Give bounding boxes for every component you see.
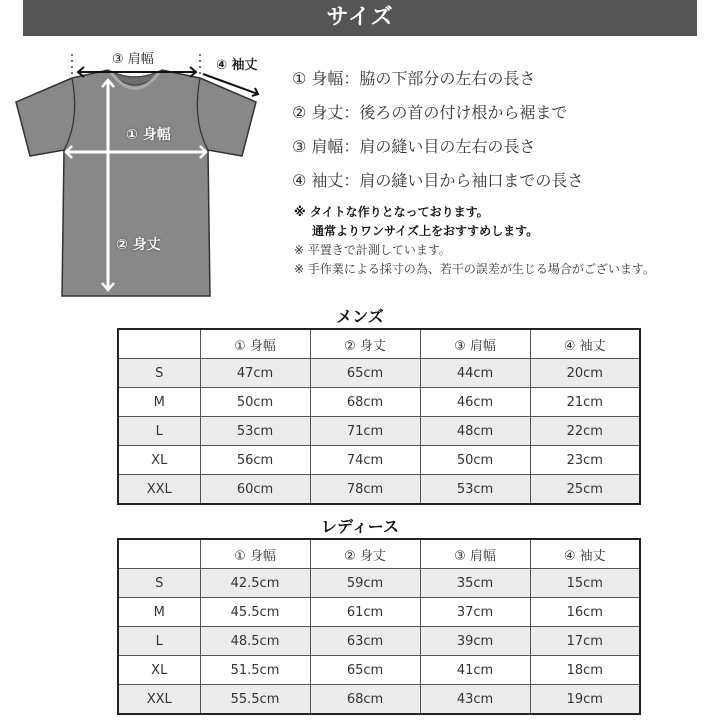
label-body-width: ① 身幅 (126, 127, 171, 143)
label-shoulder-width: ③ 肩幅 (112, 52, 154, 67)
value-cell: 44cm (420, 359, 530, 388)
size-cell: XXL (118, 685, 200, 715)
table-row (118, 475, 640, 505)
value-cell: 43cm (420, 685, 530, 715)
desc-sleeve-length: ④ 袖丈：肩の縫い目から袖口までの長さ (292, 171, 584, 190)
mens-size-table (117, 328, 641, 505)
size-cell: XXL (118, 475, 200, 505)
value-cell: 47cm (200, 359, 310, 388)
value-cell: 48.5cm (200, 627, 310, 656)
table-row (118, 569, 640, 598)
table-row (118, 598, 640, 627)
header-cell: ② 身丈 (310, 539, 420, 569)
table-row (118, 627, 640, 656)
value-cell: 17cm (530, 627, 640, 656)
value-cell: 68cm (310, 685, 420, 715)
value-cell: 37cm (420, 598, 530, 627)
desc-shoulder-width: ③ 肩幅：肩の縫い目の左右の長さ (292, 137, 536, 156)
value-cell: 53cm (200, 417, 310, 446)
value-cell: 25cm (530, 475, 640, 505)
desc-body-length: ② 身丈：後ろの首の付け根から裾まで (292, 103, 568, 122)
tshirt-diagram (0, 40, 280, 300)
value-cell: 16cm (530, 598, 640, 627)
value-cell: 56cm (200, 446, 310, 475)
header-cell: ④ 袖丈 (530, 329, 640, 359)
value-cell: 48cm (420, 417, 530, 446)
value-cell: 65cm (310, 359, 420, 388)
table-row (118, 388, 640, 417)
header-cell (118, 539, 200, 569)
value-cell: 42.5cm (200, 569, 310, 598)
desc-body-width: ① 身幅：脇の下部分の左右の長さ (292, 69, 536, 88)
header-cell: ② 身丈 (310, 329, 420, 359)
value-cell: 53cm (420, 475, 530, 505)
value-cell: 18cm (530, 656, 640, 685)
size-cell: L (118, 627, 200, 656)
value-cell: 50cm (200, 388, 310, 417)
value-cell: 41cm (420, 656, 530, 685)
value-cell: 22cm (530, 417, 640, 446)
table-row (118, 359, 640, 388)
tshirt-illustration (0, 40, 280, 300)
size-cell: XL (118, 446, 200, 475)
label-body-length: ② 身丈 (116, 237, 161, 253)
value-cell: 61cm (310, 598, 420, 627)
header-cell: ① 身幅 (200, 329, 310, 359)
header-cell: ④ 袖丈 (530, 539, 640, 569)
size-cell: XL (118, 656, 200, 685)
note-error-margin: ※ 手作業による採寸の為、若干の誤差が生じる場合がございます。 (294, 262, 655, 276)
value-cell: 63cm (310, 627, 420, 656)
note-size-up: 通常よりワンサイズ上をおすすめします。 (312, 224, 539, 238)
value-cell: 46cm (420, 388, 530, 417)
value-cell: 65cm (310, 656, 420, 685)
value-cell: 78cm (310, 475, 420, 505)
value-cell: 39cm (420, 627, 530, 656)
page-header (23, 0, 697, 36)
ladies-size-table (117, 538, 641, 715)
table-row (118, 446, 640, 475)
size-cell: S (118, 569, 200, 598)
size-cell: M (118, 598, 200, 627)
value-cell: 51.5cm (200, 656, 310, 685)
value-cell: 60cm (200, 475, 310, 505)
value-cell: 20cm (530, 359, 640, 388)
header-cell: ① 身幅 (200, 539, 310, 569)
value-cell: 74cm (310, 446, 420, 475)
notes (294, 203, 720, 279)
mens-table-title: メンズ (336, 307, 384, 326)
value-cell: 23cm (530, 446, 640, 475)
label-sleeve-length: ④ 袖丈 (216, 58, 258, 73)
size-cell: M (118, 388, 200, 417)
value-cell: 68cm (310, 388, 420, 417)
ladies-table-title: レディース (321, 517, 399, 536)
value-cell: 35cm (420, 569, 530, 598)
size-cell: S (118, 359, 200, 388)
table-row (118, 417, 640, 446)
value-cell: 15cm (530, 569, 640, 598)
header-cell (118, 329, 200, 359)
page-title: サイズ (326, 5, 394, 30)
table-header-row (118, 329, 640, 359)
note-flat-measure: ※ 平置きで計測しています。 (294, 243, 451, 257)
header-cell: ③ 肩幅 (420, 329, 530, 359)
size-cell: L (118, 417, 200, 446)
table-row (118, 685, 640, 715)
table-row (118, 656, 640, 685)
note-tight-fit: ※ タイトな作りとなっております。 (294, 205, 489, 219)
value-cell: 19cm (530, 685, 640, 715)
value-cell: 55.5cm (200, 685, 310, 715)
value-cell: 50cm (420, 446, 530, 475)
value-cell: 71cm (310, 417, 420, 446)
value-cell: 59cm (310, 569, 420, 598)
value-cell: 45.5cm (200, 598, 310, 627)
header-cell: ③ 肩幅 (420, 539, 530, 569)
table-header-row (118, 539, 640, 569)
measurement-descriptions (292, 62, 712, 198)
value-cell: 21cm (530, 388, 640, 417)
